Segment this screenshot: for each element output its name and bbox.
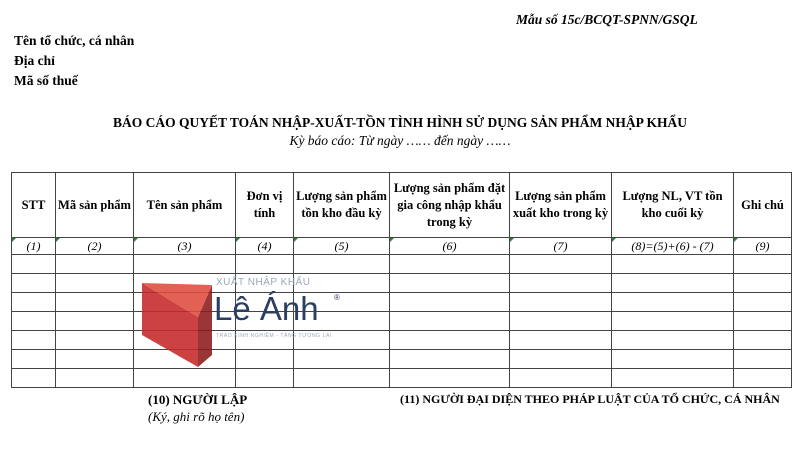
header-exported-in-period: Lượng sản phẩm xuất kho trong kỳ [510, 173, 612, 238]
header-notes: Ghi chú [734, 173, 792, 238]
org-tax-code-label: Mã số thuế [14, 73, 78, 88]
column-index: (8)=(5)+(6) - (7) [612, 238, 734, 255]
table-row [12, 331, 792, 350]
report-title: BÁO CÁO QUYẾT TOÁN NHẬP-XUẤT-TỒN TÌNH HÌNH SỬ DỤNG SẢN PHẨM NHẬP KHẨU [112, 115, 688, 130]
column-index: (7) [510, 238, 612, 255]
header-stt: STT [12, 173, 56, 238]
column-index: (6) [390, 238, 510, 255]
table-header-row [12, 173, 792, 238]
table-row [12, 293, 792, 312]
header-unit: Đơn vị tính [236, 173, 294, 238]
table-row [12, 312, 792, 331]
column-index: (1) [12, 238, 56, 255]
report-table [11, 172, 792, 388]
header-product-code: Mã sản phẩm [56, 173, 134, 238]
table-row [12, 274, 792, 293]
column-index: (2) [56, 238, 134, 255]
header-closing-stock: Lượng NL, VT tồn kho cuối kỳ [612, 173, 734, 238]
org-address-label: Địa chỉ [14, 53, 55, 68]
column-index-row [12, 238, 792, 255]
representative-title: (11) NGƯỜI ĐẠI DIỆN THEO PHÁP LUẬT CỦA TỔ CHỨC, CÁ NHÂN [400, 392, 780, 406]
watermark-supertitle: XUẤT NHẬP KHẨU [216, 277, 311, 288]
table-row [12, 369, 792, 388]
column-index: (4) [236, 238, 294, 255]
header-opening-stock: Lượng sản phẩm tồn kho đầu kỳ [294, 173, 390, 238]
column-index: (3) [134, 238, 236, 255]
report-period: Kỳ báo cáo: Từ ngày …… đến ngày …… [289, 133, 511, 148]
preparer-note: (Ký, ghi rõ họ tên) [148, 409, 245, 424]
column-index: (9) [734, 238, 792, 255]
preparer-title: (10) NGƯỜI LẬP [148, 392, 248, 407]
watermark-tagline: TRAO KINH NGHIỆM - TẶNG TƯƠNG LAI [216, 333, 332, 339]
watermark-brand-name: Lê Ánh [214, 290, 319, 327]
watermark-registered-mark: ® [334, 293, 340, 302]
form-number: Mẫu số 15c/BCQT-SPNN/GSQL [516, 12, 698, 27]
column-index: (5) [294, 238, 390, 255]
table-row [12, 255, 792, 274]
header-imported-in-period: Lượng sản phẩm đặt gia công nhập khẩu trong kỳ [390, 173, 510, 238]
table-row [12, 350, 792, 369]
header-product-name: Tên sản phẩm [134, 173, 236, 238]
org-name-label: Tên tổ chức, cá nhân [14, 33, 135, 48]
